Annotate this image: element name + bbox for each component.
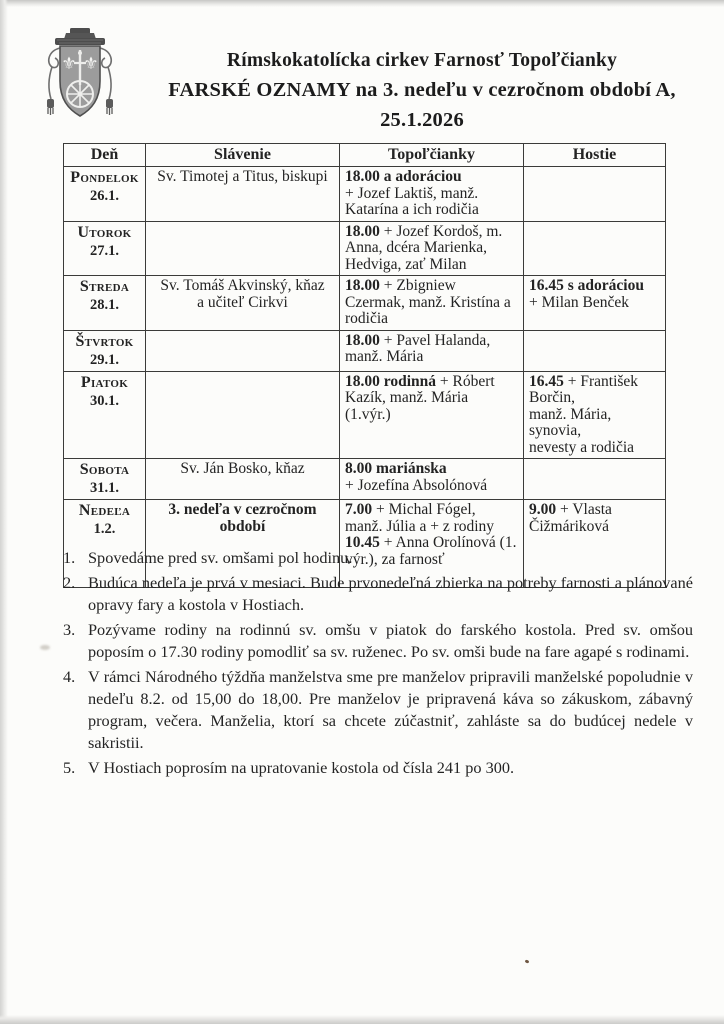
- day-name: Štvrtok: [75, 332, 134, 350]
- cell-line: [151, 278, 334, 295]
- cell-line: [345, 407, 518, 424]
- scan-speck: [525, 959, 530, 963]
- cell-line: [345, 461, 518, 478]
- cell-topolcianky: [340, 276, 524, 331]
- text: + Zbigniew: [379, 277, 456, 294]
- bold-text: 18.00: [345, 222, 380, 240]
- cell-line: [345, 186, 518, 203]
- cell-topolcianky: [340, 371, 524, 459]
- column-header: Hostie: [524, 144, 666, 167]
- scan-edge-top: [0, 0, 724, 7]
- bold-text: 18.00 a adoráciou: [345, 168, 462, 185]
- bulletin-title: FARSKÉ OZNAMY na 3. nedeľu v cezročnom období A, 25.1.2026: [168, 79, 676, 131]
- mass-schedule-table: [63, 143, 666, 588]
- cell-line: [529, 407, 660, 440]
- scan-smudge: [40, 645, 50, 650]
- bold-text: 9.00: [529, 501, 557, 518]
- cell-celebration: [146, 276, 340, 331]
- text: + Jozef Laktiš, manž.: [345, 184, 479, 202]
- text: manž. Mária, synovia,: [529, 405, 612, 439]
- cell-hostie: [524, 167, 666, 222]
- cell-line: [345, 295, 518, 312]
- text: + Jozefína Absolónová: [345, 476, 488, 494]
- cell-line: [345, 478, 518, 495]
- cell-line: [345, 349, 518, 366]
- item-text: Pozývame rodiny na rodinnú sv. omšu v piatok do farského kostola. Pred sv. omšou poposím o 17.30 rodiny pomodliť sa sv. ruženec. Po sv. omši bude na fare agapé s rodinami.: [88, 620, 693, 661]
- table-row: [64, 371, 666, 459]
- cell-day: [64, 371, 146, 459]
- item-text: Budúca nedeľa je prvá v mesiaci. Bude prvonedeľná zbierka na potreby farnosti a plánované opravy fary a kostola v Hostiach.: [88, 573, 693, 614]
- cell-line: [529, 278, 660, 295]
- day-name: Utorok: [77, 223, 132, 241]
- text: + Milan Benček: [529, 293, 629, 311]
- cell-day: [64, 276, 146, 331]
- text: + František Borčin,: [529, 372, 639, 406]
- announcements-list: [63, 547, 693, 782]
- announcement-item: [63, 666, 693, 754]
- document-header: [124, 46, 720, 135]
- cell-hostie: [524, 276, 666, 331]
- cell-line: [345, 278, 518, 295]
- day-name: Nedeľa: [78, 502, 131, 519]
- cell-hostie: [524, 221, 666, 276]
- cell-hostie: [524, 459, 666, 500]
- item-number: 4.: [63, 667, 76, 686]
- cell-line: [345, 240, 518, 257]
- text: nevesty a rodičia: [529, 438, 635, 456]
- scan-edge-left: [0, 0, 8, 1024]
- day-name: Sobota: [79, 461, 130, 478]
- cell-line: [345, 390, 518, 407]
- day-date: 30.1.: [90, 392, 119, 409]
- text: rodičia: [345, 310, 389, 327]
- cell-line: [151, 461, 334, 478]
- cell-line: [345, 169, 518, 186]
- item-number: 2.: [63, 573, 76, 592]
- bold-text: období: [219, 517, 266, 535]
- day-name: Pondelok: [70, 169, 139, 186]
- cell-topolcianky: [340, 330, 524, 371]
- text: Sv. Tomáš Akvinský, kňaz: [160, 277, 325, 294]
- day-date: 26.1.: [90, 188, 119, 204]
- text: + Pavel Halanda,: [379, 331, 491, 349]
- text: Kazík, manž. Mária: [345, 389, 469, 406]
- cell-celebration: [146, 167, 340, 222]
- cell-line: [151, 519, 334, 536]
- day-date: 31.1.: [90, 480, 119, 496]
- announcement-item: [63, 757, 693, 779]
- bold-text: 18.00: [345, 331, 380, 349]
- text: Anna, dcéra Marienka,: [345, 239, 488, 256]
- cell-line: [345, 311, 518, 328]
- text: Sv. Timotej a Titus, biskupi: [157, 168, 328, 185]
- bold-text: 18.00 rodinná: [345, 372, 437, 390]
- text: manž. Júlia a + z rodiny: [345, 517, 495, 535]
- item-text: V rámci Národného týždňa manželstva sme pre manželov pripravili manželské popoludnie v nedeľu 8.2. od 15,00 do 18,00. Pre manželov je pripravená káva so zákuskom, zábavný program, večera. Manželia, ktorí sa chcete zúčastniť, zahláste sa do budúcej nedele v sakristii.: [88, 667, 693, 752]
- table-row: [64, 276, 666, 331]
- cell-topolcianky: [340, 221, 524, 276]
- text: + Anna Orolínová (1.: [379, 534, 517, 551]
- day-name: Piatok: [80, 373, 129, 391]
- cell-celebration: [146, 330, 340, 371]
- cell-hostie: [524, 330, 666, 371]
- cell-line: [345, 224, 518, 241]
- cell-celebration: [146, 221, 340, 276]
- table-row: [64, 459, 666, 500]
- bold-text: 10.45: [345, 534, 380, 551]
- parish-title: Rímskokatolícka cirkev Farnosť Topoľčianky: [226, 50, 618, 71]
- cell-hostie: [524, 371, 666, 459]
- cell-line: [345, 502, 518, 519]
- text: Czermak, manž. Kristína a: [345, 293, 511, 311]
- day-date: 1.2.: [93, 521, 116, 537]
- cell-topolcianky: [340, 459, 524, 500]
- cell-line: [151, 169, 334, 186]
- day-date: 28.1.: [90, 297, 119, 313]
- item-number: 1.: [63, 548, 76, 567]
- text: (1.výr.): [345, 405, 391, 423]
- cell-line: [345, 257, 518, 274]
- column-header: Topoľčianky: [340, 144, 524, 167]
- schedule-table-body: [64, 167, 666, 588]
- column-header: Slávenie: [146, 144, 340, 167]
- cell-line: [529, 440, 660, 457]
- table-row: [64, 330, 666, 371]
- announcement-item: [63, 619, 693, 663]
- text: + Michal Fógel,: [372, 501, 476, 518]
- bold-text: 7.00: [345, 501, 373, 518]
- cell-line: [529, 502, 660, 535]
- text: manž. Mária: [345, 348, 424, 365]
- text: + Jozef Kordoš, m.: [379, 222, 503, 240]
- cell-line: [345, 333, 518, 350]
- schedule-header-row: [64, 144, 666, 167]
- text: + Vlasta Čižmáriková: [529, 501, 612, 535]
- cell-topolcianky: [340, 167, 524, 222]
- announcement-item: [63, 547, 693, 569]
- cell-line: [151, 502, 334, 519]
- fleur-de-lis-icon: ⚜: [61, 54, 77, 73]
- table-row: [64, 221, 666, 276]
- bold-text: 16.45 s adoráciou: [529, 277, 644, 294]
- text: výr.), za farnosť: [345, 550, 445, 568]
- text: Hedviga, zať Milan: [345, 255, 467, 273]
- table-row: [64, 167, 666, 222]
- item-text: V Hostiach poprosím na upratovanie kostola od čísla 241 po 300.: [88, 758, 515, 777]
- day-date: 29.1.: [90, 351, 119, 368]
- cell-line: [345, 374, 518, 391]
- bold-text: 3. nedeľa v cezročnom: [168, 501, 317, 518]
- text: Sv. Ján Bosko, kňaz: [180, 460, 305, 477]
- cell-celebration: [146, 371, 340, 459]
- cell-line: [345, 519, 518, 536]
- item-text: Spovedáme pred sv. omšami pol hodinu.: [88, 548, 353, 567]
- column-header: Deň: [64, 144, 146, 167]
- bold-text: 8.00 mariánska: [345, 460, 447, 477]
- cell-day: [64, 221, 146, 276]
- fleur-de-lis-icon: ⚜: [83, 54, 99, 73]
- parish-coat-of-arms-icon: [40, 27, 120, 122]
- bold-text: 18.00: [345, 277, 380, 294]
- cell-celebration: [146, 459, 340, 500]
- text: Katarína a ich rodičia: [345, 201, 479, 218]
- day-date: 27.1.: [90, 242, 119, 259]
- cell-line: [345, 202, 518, 219]
- bold-text: 16.45: [529, 372, 564, 390]
- cell-day: [64, 167, 146, 222]
- cell-line: [151, 295, 334, 312]
- cell-line: [529, 295, 660, 312]
- text: a učiteľ Cirkvi: [197, 293, 288, 311]
- item-number: 5.: [63, 758, 76, 777]
- cell-day: [64, 459, 146, 500]
- cell-line: [529, 374, 660, 407]
- item-number: 3.: [63, 620, 76, 639]
- day-name: Streda: [79, 278, 130, 295]
- text: + Róbert: [436, 372, 495, 390]
- cell-day: [64, 330, 146, 371]
- announcement-item: [63, 572, 693, 616]
- scan-edge-bottom: [0, 1015, 724, 1024]
